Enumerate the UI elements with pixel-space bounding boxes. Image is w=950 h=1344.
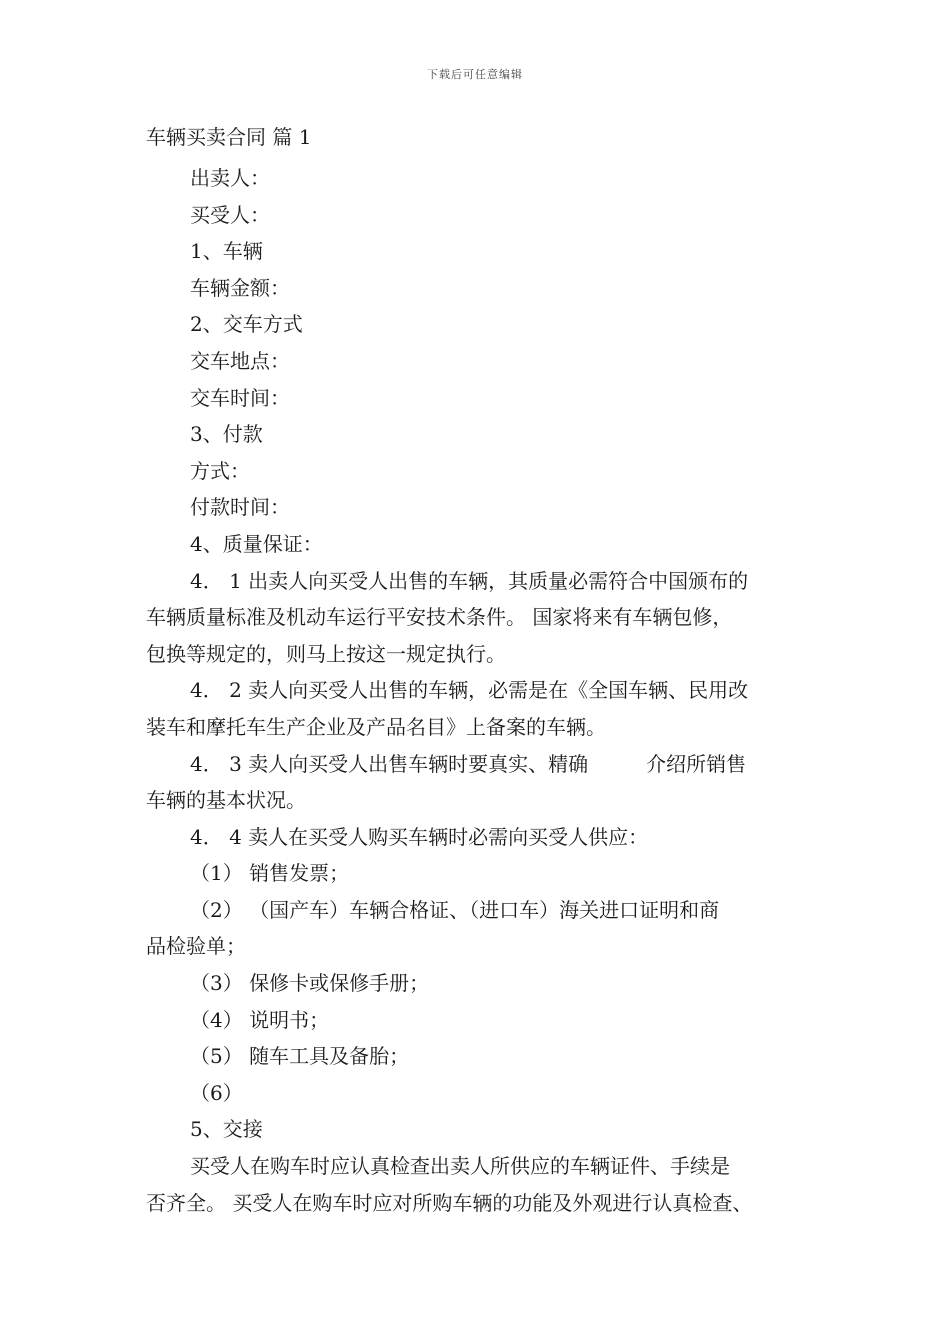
list-item-2-line-1: （2） （国产车）车辆合格证、（进口车）海关进口证明和商 [190,897,720,922]
handover-line-1: 买受人在购车时应认真检查出卖人所供应的车辆证件、手续是 [190,1154,730,1179]
amount-line: 车辆金额： [190,275,290,300]
clause-4-3-part-2: 介绍所销售 [646,751,747,776]
list-item-2-line-2: 品检验单； [146,934,246,959]
payment-method-line: 方式： [190,458,250,483]
document-title: 车辆买卖合同 篇 1 [146,125,312,149]
delivery-place-line: 交车地点： [190,348,290,373]
clause-4-2-line-2: 装车和摩托车生产企业及产品名目》上备案的车辆。 [146,714,606,739]
clause-4-3-part-1: 4． 3 卖人向买受人出售车辆时要真实、精确 [190,751,589,776]
payment-time-line: 付款时间： [190,495,290,520]
clause-4-3-line-2: 车辆的基本状况。 [146,788,306,813]
section-3-heading: 3、付款 [190,422,263,447]
delivery-time-line: 交车时间： [190,385,290,410]
section-5-heading: 5、交接 [190,1117,263,1142]
section-1-heading: 1、车辆 [190,239,263,264]
list-item-1: （1） 销售发票； [190,861,350,886]
list-item-6: （6） [190,1080,243,1105]
section-2-heading: 2、交车方式 [190,312,303,337]
clause-4-4-line: 4． 4 卖人在买受人购买车辆时必需向买受人供应： [190,824,649,849]
document-body [146,160,826,1221]
clause-4-1-line-3: 包换等规定的，则马上按这一规定执行。 [146,641,506,666]
list-item-5: （5） 随车工具及备胎； [190,1044,410,1069]
page-header: 下载后可任意编辑 [427,68,523,81]
clause-4-1-line-1: 4． 1 出卖人向买受人出售的车辆，其质量必需符合中国颁布的 [190,568,749,593]
buyer-line: 买受人： [190,202,270,227]
clause-4-3-line-1 [146,746,826,783]
clause-4-1-line-2: 车辆质量标准及机动车运行平安技术条件。 国家将来有车辆包修， [146,605,733,630]
list-item-4: （4） 说明书； [190,1007,330,1032]
section-4-heading: 4、质量保证： [190,531,323,556]
handover-line-2: 否齐全。 买受人在购车时应对所购车辆的功能及外观进行认真检查、 [146,1190,753,1215]
clause-4-2-line-1: 4． 2 卖人向买受人出售的车辆，必需是在《全国车辆、民用改 [190,678,749,703]
list-item-3: （3） 保修卡或保修手册； [190,971,430,996]
seller-line: 出卖人： [190,166,270,190]
